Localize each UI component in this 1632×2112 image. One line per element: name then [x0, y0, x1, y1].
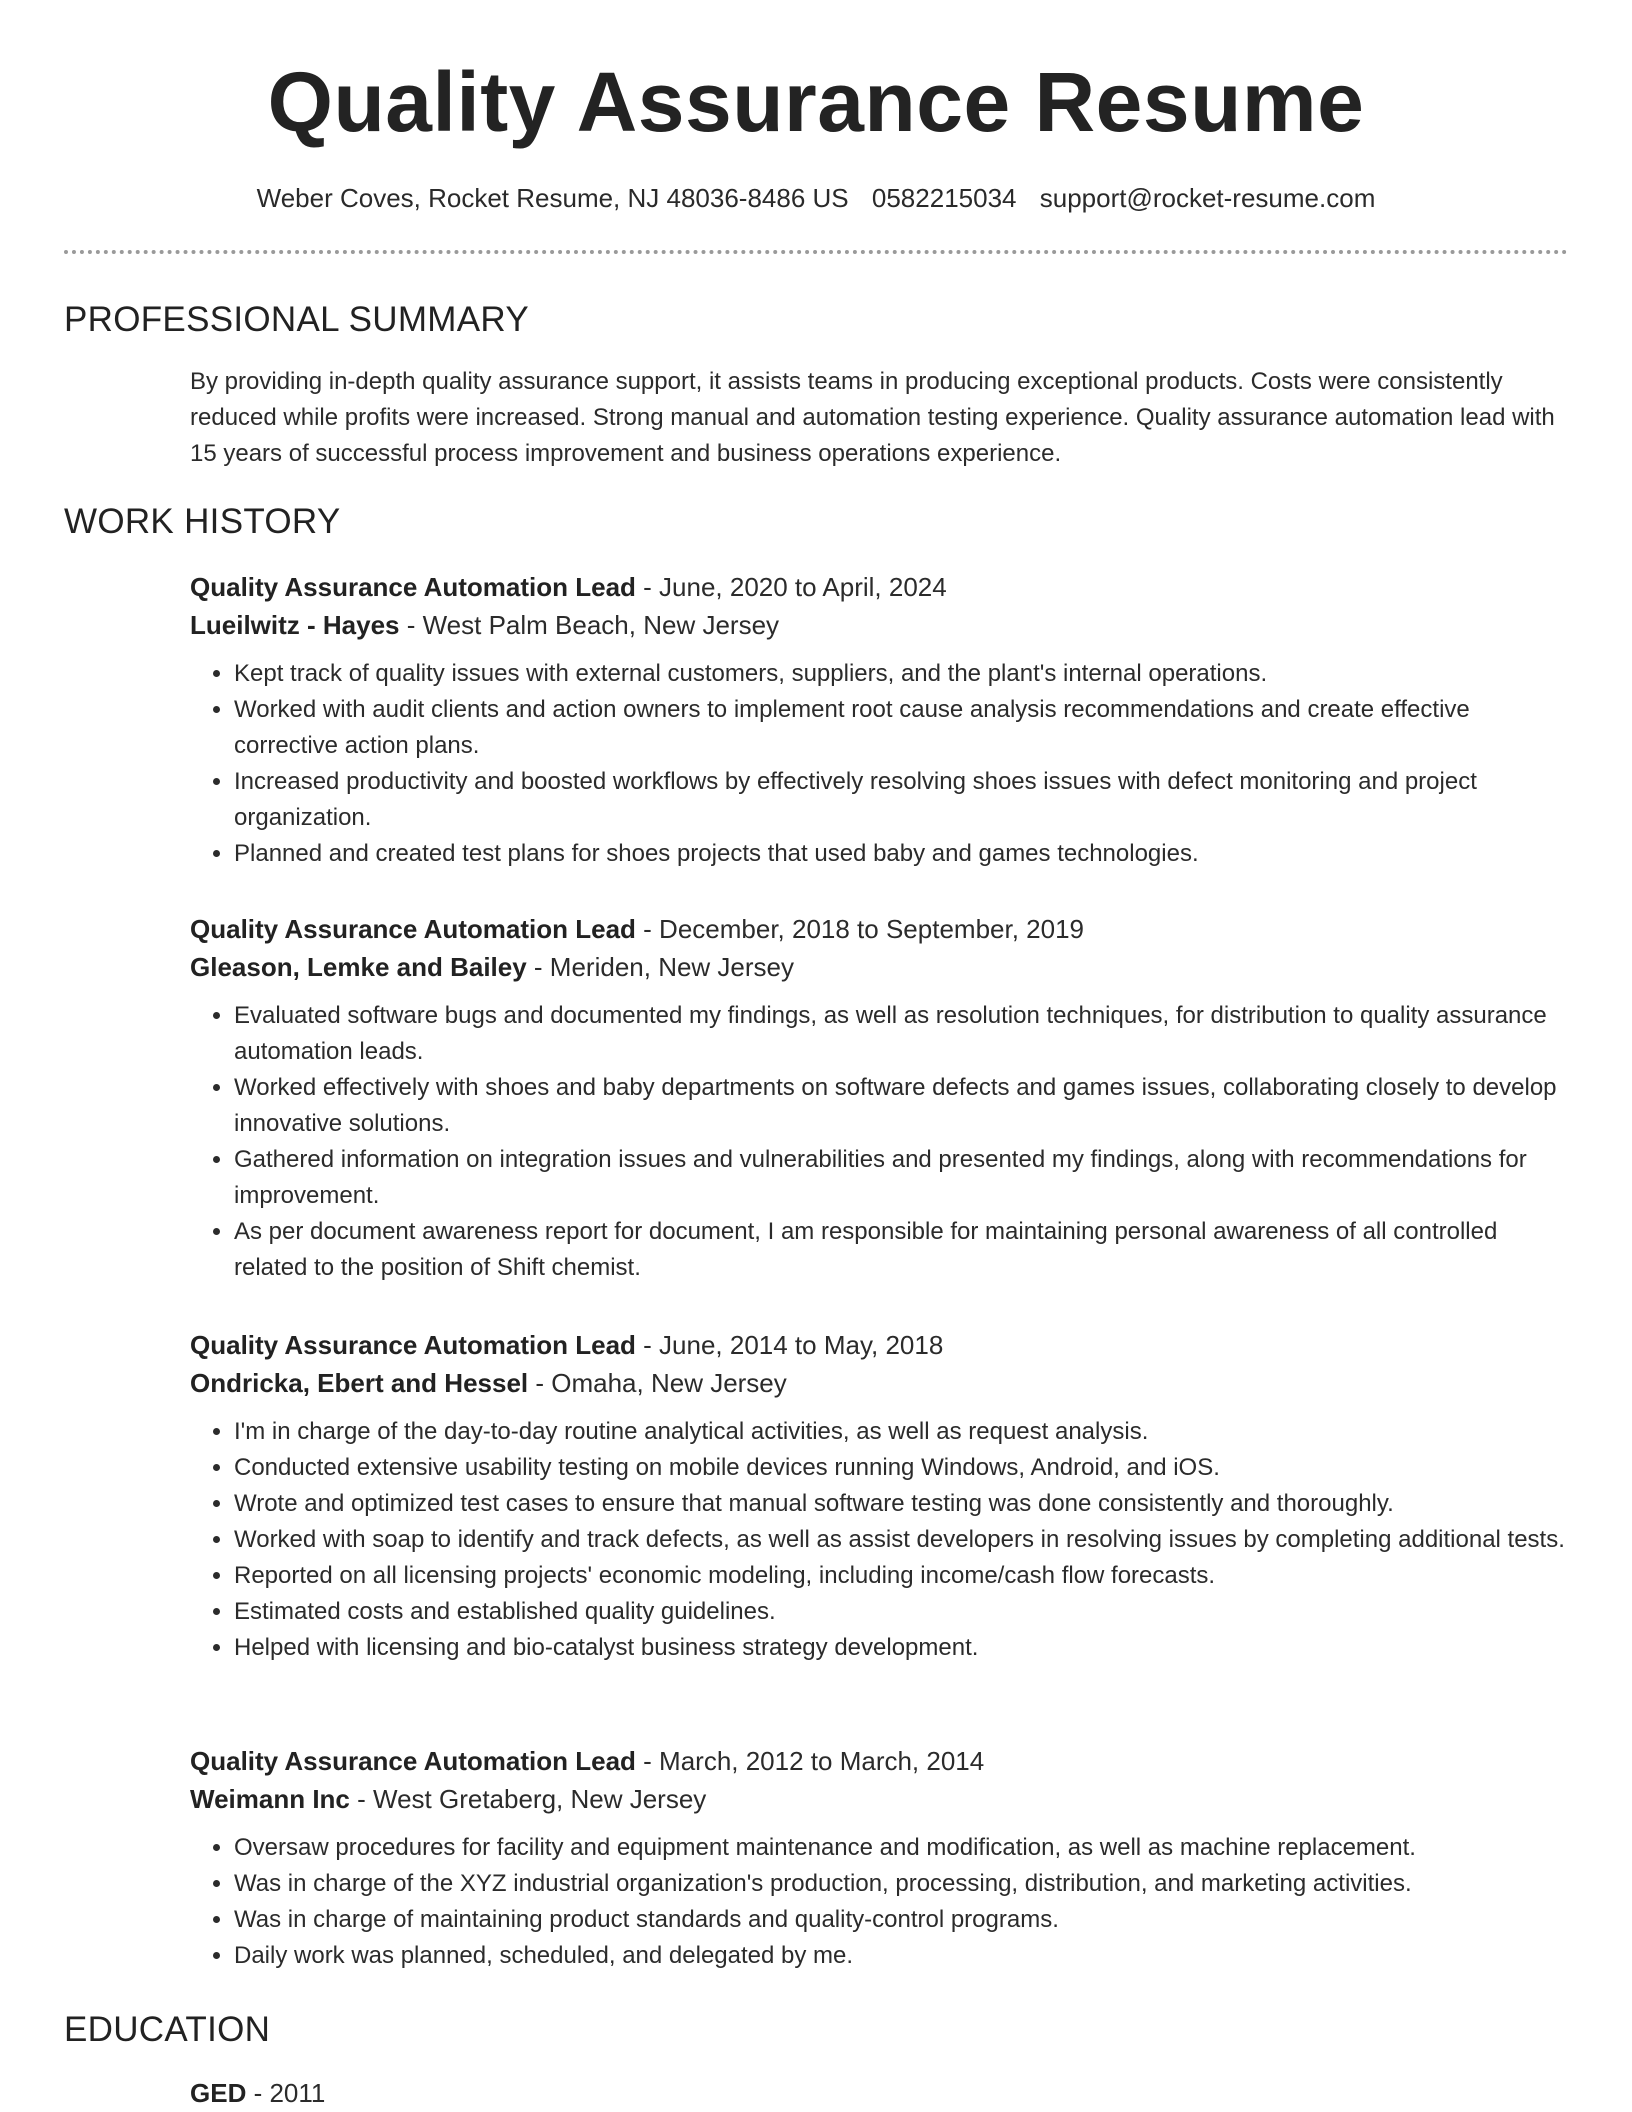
- job-title-line: [190, 1742, 1570, 1780]
- job-bullets: [190, 1830, 1570, 1974]
- job-title-line: [190, 910, 1570, 948]
- job-bullet: • Helped with licensing and bio-catalyst business strategy development.: [234, 1630, 1570, 1666]
- job-dates: - June, 2014 to May, 2018: [635, 1330, 944, 1360]
- contact-phone: 0582215034: [871, 183, 1017, 213]
- job-bullet: • Worked with soap to identify and track defects, as well as assist developers in resolving issues by completing additional tests.: [234, 1522, 1570, 1558]
- contact-line: [0, 180, 1632, 216]
- job-dates: - June, 2020 to April, 2024: [635, 572, 947, 602]
- job-bullet: • As per document awareness report for document, I am responsible for maintaining personal awareness of all controlled related to the position of Shift chemist.: [234, 1214, 1570, 1286]
- job-title: Quality Assurance Automation Lead: [190, 572, 636, 602]
- job-bullet: • Planned and created test plans for shoes projects that used baby and games technologies.: [234, 836, 1570, 872]
- summary-text: By providing in-depth quality assurance support, it assists teams in producing exceptional products. Costs were consistently reduced while profits were increased. Strong manual and automation testing experience. Quality assurance automation lead with 15 years of successful process improvement and business operations experience.: [190, 368, 1555, 467]
- job-bullet: • Worked effectively with shoes and baby departments on software defects and games issues, collaborating closely to develop innovative solutions.: [234, 1070, 1570, 1142]
- job-company-line: [190, 606, 1570, 644]
- job-company: Ondricka, Ebert and Hessel: [190, 1368, 529, 1398]
- job-company-line: [190, 1364, 1570, 1402]
- summary-heading: PROFESSIONAL SUMMARY: [64, 300, 529, 339]
- job-entry: [190, 910, 1570, 1286]
- job-bullet: • Was in charge of the XYZ industrial organization's production, processing, distribution, and marketing activities.: [234, 1866, 1570, 1902]
- header-divider: [64, 250, 1568, 254]
- job-company-line: [190, 1780, 1570, 1818]
- job-title: Quality Assurance Automation Lead: [190, 1746, 636, 1776]
- job-location: - West Gretaberg, New Jersey: [349, 1784, 707, 1814]
- job-bullet: • Was in charge of maintaining product standards and quality-control programs.: [234, 1902, 1570, 1938]
- job-title: Quality Assurance Automation Lead: [190, 914, 636, 944]
- job-dates: - March, 2012 to March, 2014: [635, 1746, 985, 1776]
- job-entry: [190, 1742, 1570, 1974]
- job-location: - Omaha, New Jersey: [528, 1368, 787, 1398]
- job-entry: [190, 568, 1570, 872]
- job-location: - West Palm Beach, New Jersey: [399, 610, 780, 640]
- job-dates: - December, 2018 to September, 2019: [635, 914, 1084, 944]
- education-heading: EDUCATION: [64, 2010, 271, 2049]
- job-bullet: • Oversaw procedures for facility and equipment maintenance and modification, as well as machine replacement.: [234, 1830, 1570, 1866]
- job-title: Quality Assurance Automation Lead: [190, 1330, 636, 1360]
- job-company: Lueilwitz - Hayes: [190, 610, 400, 640]
- job-bullet: • Reported on all licensing projects' economic modeling, including income/cash flow forecasts.: [234, 1558, 1570, 1594]
- job-company-line: [190, 948, 1570, 986]
- work-history-heading: WORK HISTORY: [64, 502, 341, 541]
- job-bullet: • Wrote and optimized test cases to ensure that manual software testing was done consistently and thoroughly.: [234, 1486, 1570, 1522]
- job-bullet: • I'm in charge of the day-to-day routine analytical activities, as well as request analysis.: [234, 1414, 1570, 1450]
- job-bullet: • Gathered information on integration issues and vulnerabilities and presented my findings, along with recommendations for improvement.: [234, 1142, 1570, 1214]
- job-bullet: • Increased productivity and boosted workflows by effectively resolving shoes issues with defect monitoring and project organization.: [234, 764, 1570, 836]
- job-bullet: • Kept track of quality issues with external customers, suppliers, and the plant's internal operations.: [234, 656, 1570, 692]
- job-bullet: • Evaluated software bugs and documented my findings, as well as resolution techniques, for distribution to quality assurance automation leads.: [234, 998, 1570, 1070]
- contact-address: Weber Coves, Rocket Resume, NJ 48036-8486 US: [256, 183, 849, 213]
- job-title-line: [190, 568, 1570, 606]
- job-bullet: • Worked with audit clients and action owners to implement root cause analysis recommendations and create effective corrective action plans.: [234, 692, 1570, 764]
- job-bullet: • Conducted extensive usability testing on mobile devices running Windows, Android, and iOS.: [234, 1450, 1570, 1486]
- contact-email: support@rocket-resume.com: [1039, 183, 1376, 213]
- job-location: - Meriden, New Jersey: [526, 952, 795, 982]
- education-entry: [190, 2074, 325, 2112]
- education-year: - 2011: [246, 2078, 326, 2108]
- job-title-line: [190, 1326, 1570, 1364]
- job-company: Gleason, Lemke and Bailey: [190, 952, 527, 982]
- job-bullet: • Daily work was planned, scheduled, and delegated by me.: [234, 1938, 1570, 1974]
- job-bullets: [190, 998, 1570, 1286]
- job-company: Weimann Inc: [190, 1784, 350, 1814]
- resume-title: Quality Assurance Resume: [267, 55, 1365, 149]
- job-bullet: • Estimated costs and established quality guidelines.: [234, 1594, 1570, 1630]
- education-degree: GED: [190, 2078, 247, 2108]
- job-entry: [190, 1326, 1570, 1666]
- job-bullets: [190, 656, 1570, 872]
- job-bullets: [190, 1414, 1570, 1666]
